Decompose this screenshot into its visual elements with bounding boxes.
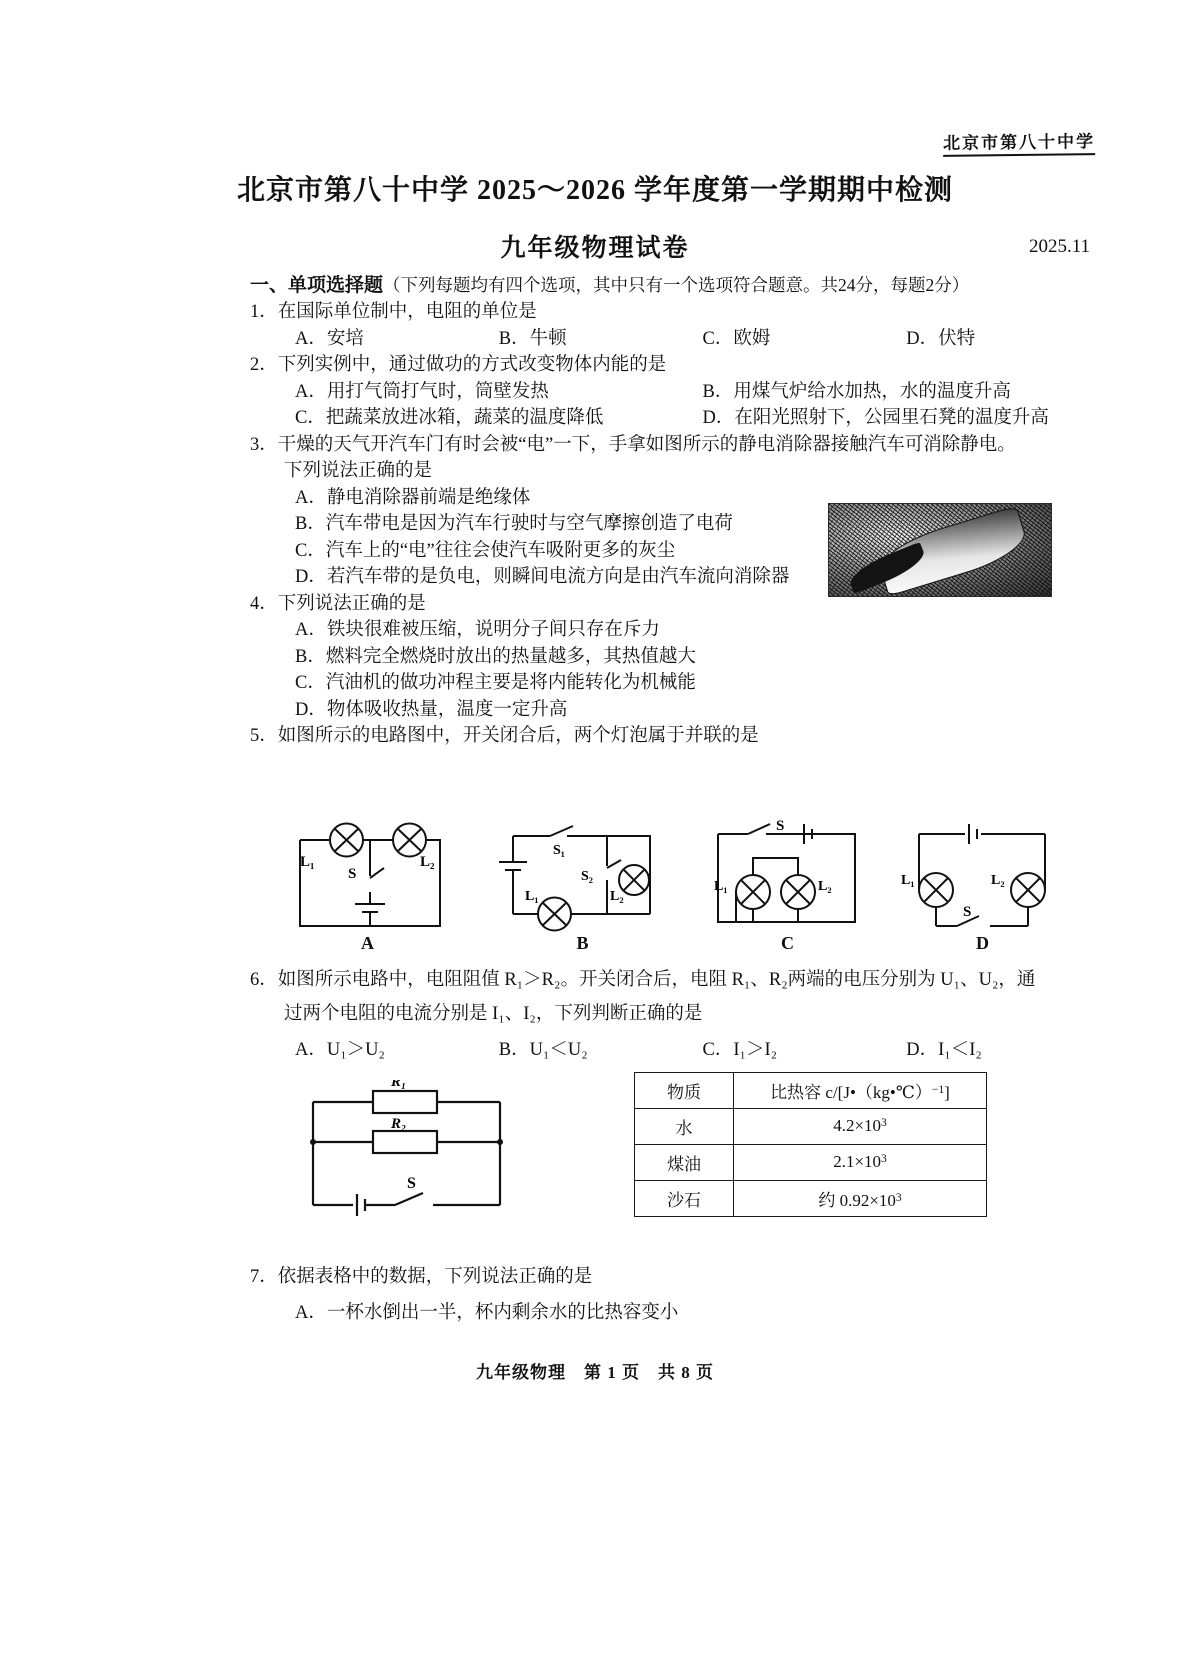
question-7-text: 依据表格中的数据，下列说法正确的是 [277,1267,593,1287]
circuit-d-label: D [976,933,989,953]
question-1-number: 1． [250,302,278,322]
question-2-number: 2． [250,355,278,375]
question-5-figures [280,818,1080,958]
question-3-number: 3． [250,434,278,455]
question-7-number: 7． [250,1267,278,1287]
question-6-circuit [295,1080,525,1235]
question-6-option-b[interactable]: B．U₁＜U₂ [498,1040,588,1060]
table-row [635,1145,987,1181]
circuit-c-lamp1-label: L₁ [714,879,728,894]
question-6-stem [250,965,1110,991]
question-2-options-row1 [250,383,1110,402]
question-7-options [250,1298,1110,1324]
specific-heat-table [634,1072,987,1217]
circuit-option-a [280,818,455,953]
question-6-circuit-svg [295,1080,525,1230]
table-header-capacity-main: 比热容 c/[J•（kg•℃） [770,1083,932,1102]
question-4-option-a[interactable]: A．铁块很难被压缩，说明分子间只存在斥力 [295,620,660,640]
circuit-option-b [495,818,670,953]
question-2-options-row2 [250,409,1110,428]
question-6-option-d[interactable]: D．I₁＜I₂ [906,1040,982,1060]
question-4-options [250,621,1110,719]
value-prefix-sand: 约 [818,1191,840,1210]
question-3-option-b[interactable]: B．汽车带电是因为汽车行驶时与空气摩擦创造了电荷 [295,514,733,534]
value-exp-water: 3 [881,1116,887,1130]
circuit-option-d [895,818,1070,953]
circuit-c-lamp2-label: L₂ [818,879,832,894]
question-6-option-c[interactable]: C．I₁＞I₂ [702,1040,778,1060]
circuit-b-switch2-label: S₂ [581,869,593,884]
value-exp-sand: 3 [895,1190,902,1204]
table-header-substance: 物质 [635,1073,734,1109]
value-exp-kerosene: 3 [881,1152,887,1166]
question-5-stem [250,727,1110,746]
question-7 [250,1262,1110,1332]
circuit-d-lamp1-label: L₁ [901,873,915,888]
q6-r2-label: R₂ [391,1116,407,1132]
circuit-a-lamp1-label: L₁ [300,854,315,870]
school-stamp: 北京市第八十中学 [943,127,1095,157]
table-body [635,1109,987,1217]
page-title: 北京市第八十中学 2025～2026 学年度第一学期期中检测 [236,175,953,206]
question-2-option-c[interactable]: C．把蔬菜放进冰箱，蔬菜的温度降低 [295,408,604,428]
question-1 [250,303,1110,348]
page-subtitle: 九年级物理试卷 [500,235,690,262]
question-3-stem-line2: 下列说法正确的是 [284,461,433,481]
question-5-text: 如图所示的电路图中，开关闭合后，两个灯泡属于并联的是 [277,726,759,746]
question-5-number: 5． [250,726,278,746]
question-2 [250,356,1110,428]
question-2-option-d[interactable]: D．在阳光照射下，公园里石凳的温度升高 [702,408,1049,428]
question-6-text-line2: 过两个电阻的电流分别是 I₁、I₂，下列判断正确的是 [284,1004,703,1024]
question-4-text: 下列说法正确的是 [277,593,426,614]
static-eliminator-photo [828,503,1052,597]
question-2-option-b[interactable]: B．用煤气炉给水加热，水的温度升高 [702,381,1011,402]
q6-switch-label: S [407,1175,416,1192]
question-3-stem [250,436,1110,455]
question-4-option-b[interactable]: B．燃料完全燃烧时放出的热量越多，其热值越大 [295,646,696,667]
value-mantissa-sand: 0.92×10 [839,1191,896,1210]
circuit-a-lamp2-label: L₂ [420,854,435,870]
table-row [635,1181,987,1217]
circuit-b-lamp1-label: L₁ [525,889,539,904]
question-3-text: 干燥的天气开汽车门有时会被“电”一下，手拿如图所示的静电消除器接触汽车可消除静电。 [277,434,1016,455]
value-mantissa-water: 4.2×10 [833,1116,882,1136]
question-2-text: 下列实例中，通过做功的方式改变物体内能的是 [277,355,667,375]
section-heading-note: （下列每题均有四个选项，其中只有一个选项符合题意。共24分，每题2分） [383,275,970,295]
question-7-stem [250,1262,1110,1288]
q6-r1-label: R₁ [391,1080,407,1090]
question-1-text: 在国际单位制中，电阻的单位是 [277,302,537,322]
section-heading [250,276,1110,295]
question-1-option-c[interactable]: C．欧姆 [702,328,771,349]
page-footer: 九年级物理 第 1 页 共 8 页 [476,1363,714,1382]
table-cell-substance-kerosene: 煤油 [635,1145,734,1181]
table-row [635,1109,987,1145]
question-1-option-a[interactable]: A．安培 [295,328,364,349]
question-6-text-line1: 如图所示电路中，电阻阻值 R₁＞R₂。开关闭合后，电阻 R₁、R₂两端的电压分别为 U₁、U₂，通 [277,970,1036,990]
table-header-capacity-close: ] [944,1083,950,1102]
table-cell-value-water [734,1109,987,1145]
question-4-stem [250,595,1110,614]
circuit-d-switch-label: S [963,904,972,920]
question-3-option-d[interactable]: D．若汽车带的是负电，则瞬间电流方向是由汽车流向消除器 [295,567,790,587]
question-1-options [250,330,1110,349]
table-cell-substance-water: 水 [635,1109,734,1145]
question-4-number: 4． [250,593,278,614]
question-7-option-a[interactable]: A．一杯水倒出一半，杯内剩余水的比热容变小 [295,1303,679,1323]
question-4-option-c[interactable]: C．汽油机的做功冲程主要是将内能转化为机械能 [295,673,696,693]
question-5 [250,727,1110,746]
circuit-a-switch-label: S [348,866,357,882]
question-6-number: 6． [250,970,278,990]
exam-date: 2025.11 [1028,236,1090,257]
value-mantissa-kerosene: 2.1×10 [833,1152,882,1172]
question-4-option-d[interactable]: D．物体吸收热量，温度一定升高 [295,699,568,720]
question-3-option-c[interactable]: C．汽车上的“电”往往会使汽车吸附更多的灰尘 [295,540,676,561]
question-1-option-d[interactable]: D．伏特 [906,328,976,349]
circuit-option-c [700,818,875,953]
table-header-row [635,1073,987,1109]
circuit-a-label: A [361,933,374,953]
table-cell-value-sand [734,1181,987,1217]
question-6-option-a[interactable]: A．U₁＞U₂ [295,1040,385,1060]
circuit-b-switch1-label: S₁ [553,843,565,858]
question-6-options [250,1035,1110,1061]
circuit-c-switch-label: S [776,818,785,834]
circuit-d-lamp2-label: L₂ [991,873,1005,888]
question-1-stem [250,303,1110,322]
table-cell-substance-sand: 沙石 [635,1181,734,1217]
question-2-option-a[interactable]: A．用打气筒打气时，筒壁发热 [295,381,549,402]
question-4 [250,595,1110,720]
question-3-option-a[interactable]: A．静电消除器前端是绝缘体 [295,487,531,508]
question-2-stem [250,356,1110,375]
circuit-c-label: C [781,933,794,953]
question-1-option-b[interactable]: B．牛顿 [498,328,567,349]
question-6 [250,965,1110,1069]
table-header-capacity [734,1073,987,1109]
table-header [635,1073,987,1109]
circuit-b-lamp2-label: L₂ [610,889,624,904]
circuit-b-label: B [576,933,589,953]
table-cell-value-kerosene [734,1145,987,1181]
table-header-capacity-exp: −1 [931,1082,945,1096]
section-heading-bold: 一、单项选择题 [250,275,384,296]
